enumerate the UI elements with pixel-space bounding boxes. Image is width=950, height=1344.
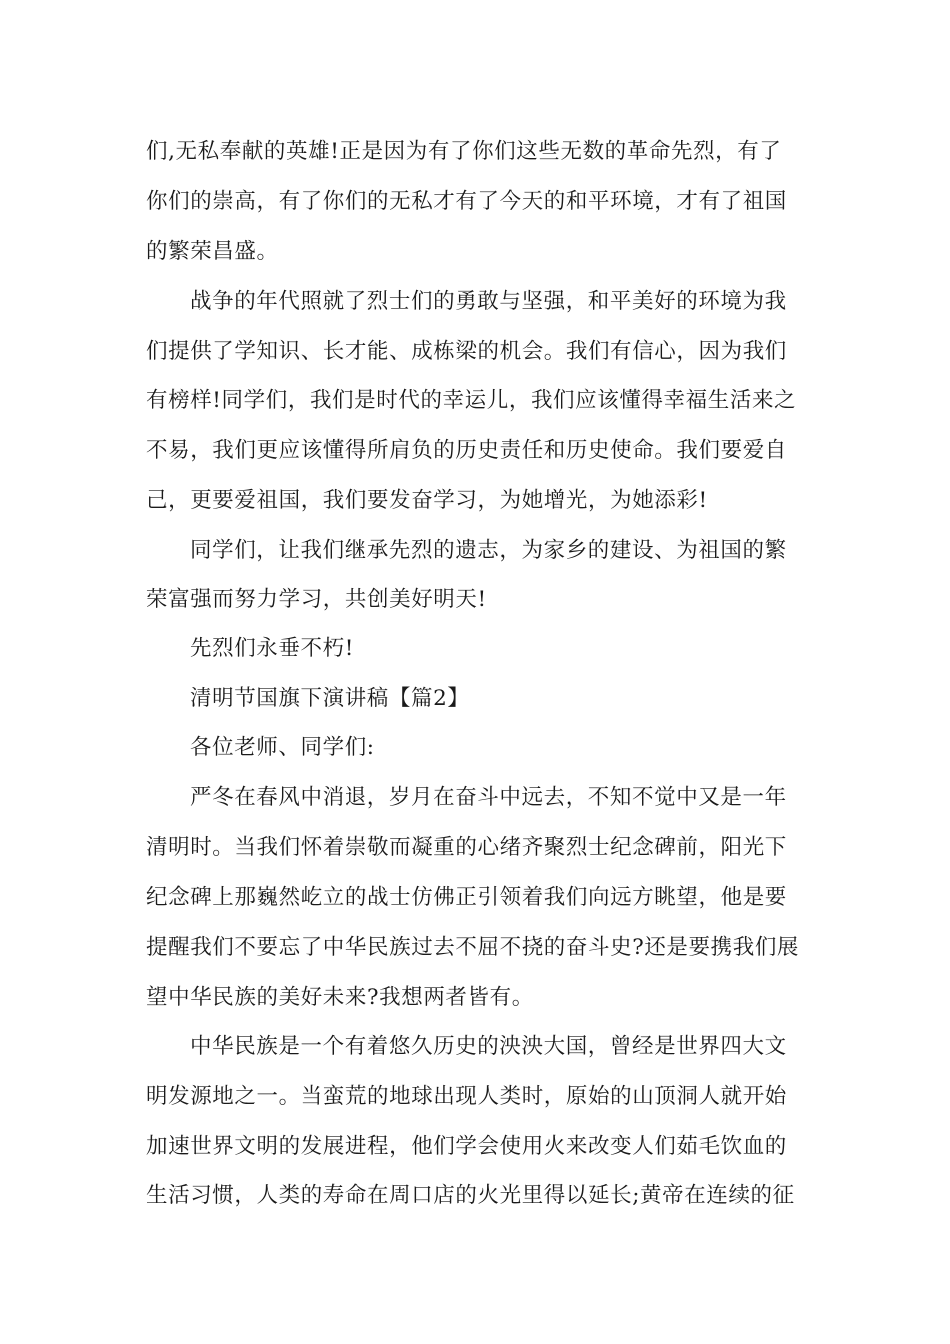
text-line: 先烈们永垂不朽! <box>190 636 354 661</box>
section-heading: 清明节国旗下演讲稿【篇2】 <box>190 686 470 711</box>
text-line: 己，更要爱祖国，我们要发奋学习，为她增光，为她添彩! <box>146 488 708 513</box>
text-line: 荣富强而努力学习，共创美好明天! <box>146 587 487 612</box>
text-line: 清明时。当我们怀着崇敬而凝重的心绪齐聚烈士纪念碑前，阳光下 <box>146 835 787 860</box>
text-line: 提醒我们不要忘了中华民族过去不屈不挠的奋斗史?还是要携我们展 <box>146 935 800 960</box>
text-line: 严冬在春风中消退，岁月在奋斗中远去，不知不觉中又是一年 <box>190 785 787 810</box>
text-line: 明发源地之一。当蛮荒的地球出现人类时，原始的山顶洞人就开始 <box>146 1084 787 1109</box>
text-line: 加速世界文明的发展进程，他们学会使用火来改变人们茹毛饮血的 <box>146 1134 787 1159</box>
text-line: 们,无私奉献的英雄!正是因为有了你们这些无数的革命先烈，有了 <box>146 139 782 164</box>
text-line: 你们的崇高，有了你们的无私才有了今天的和平环境，才有了祖国 <box>146 189 787 214</box>
salutation: 各位老师、同学们: <box>190 735 375 760</box>
text-line: 战争的年代照就了烈士们的勇敢与坚强，和平美好的环境为我 <box>190 289 787 314</box>
text-line: 们提供了学知识、长才能、成栋梁的机会。我们有信心，因为我们 <box>146 339 787 364</box>
text-line: 同学们，让我们继承先烈的遗志，为家乡的建设、为祖国的繁 <box>190 538 787 563</box>
text-line: 生活习惯，人类的寿命在周口店的火光里得以延长;黄帝在连续的征 <box>146 1183 795 1208</box>
text-line: 纪念碑上那巍然屹立的战士仿佛正引领着我们向远方眺望，他是要 <box>146 885 787 910</box>
text-line: 望中华民族的美好未来?我想两者皆有。 <box>146 985 534 1010</box>
text-line: 的繁荣昌盛。 <box>146 239 279 264</box>
text-line: 不易，我们更应该懂得所肩负的历史责任和历史使命。我们要爱自 <box>146 438 787 463</box>
text-line: 中华民族是一个有着悠久历史的泱泱大国，曾经是世界四大文 <box>190 1034 787 1059</box>
text-line: 有榜样!同学们，我们是时代的幸运儿，我们应该懂得幸福生活来之 <box>146 388 797 413</box>
